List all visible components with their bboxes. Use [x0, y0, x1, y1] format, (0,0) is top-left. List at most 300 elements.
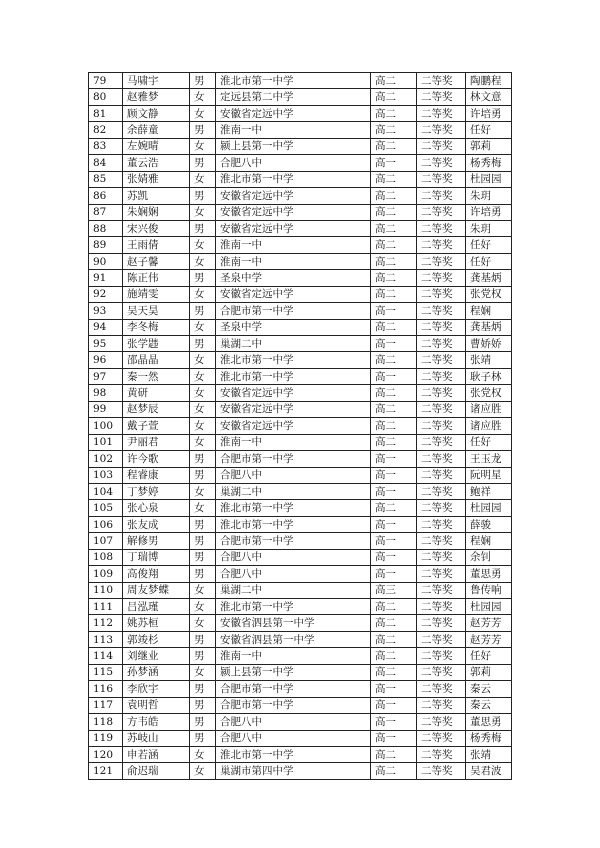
school-name: 合肥市第一中学 [216, 533, 371, 549]
advisor-name: 许培勇 [466, 105, 512, 121]
school-name: 合肥市第一中学 [216, 681, 371, 697]
student-gender: 男 [190, 714, 216, 730]
row-number: 112 [89, 615, 123, 631]
grade-level: 高二 [371, 89, 417, 105]
school-name: 安徽省定远中学 [216, 286, 371, 302]
student-gender: 男 [190, 155, 216, 171]
row-number: 86 [89, 188, 123, 204]
advisor-name: 余钊 [466, 549, 512, 565]
advisor-name: 张党权 [466, 385, 512, 401]
advisor-name: 王玉龙 [466, 451, 512, 467]
table-row [89, 253, 512, 269]
student-gender: 女 [190, 319, 216, 335]
student-gender: 男 [190, 188, 216, 204]
student-name: 吴天昊 [123, 303, 190, 319]
student-gender: 女 [190, 237, 216, 253]
student-gender: 男 [190, 73, 216, 89]
advisor-name: 龚基炳 [466, 319, 512, 335]
student-name: 董云浩 [123, 155, 190, 171]
student-name: 刘继业 [123, 648, 190, 664]
grade-level: 高一 [371, 730, 417, 746]
student-name: 邵晶晶 [123, 352, 190, 368]
school-name: 安徽省定远中学 [216, 220, 371, 236]
table-row [89, 648, 512, 664]
row-number: 113 [89, 631, 123, 647]
advisor-name: 龚基炳 [466, 270, 512, 286]
grade-level: 高二 [371, 237, 417, 253]
student-name: 姚苏桓 [123, 615, 190, 631]
student-name: 俞迟瑞 [123, 763, 190, 779]
award-level: 二等奖 [417, 336, 466, 352]
student-name: 戴子萱 [123, 418, 190, 434]
grade-level: 高二 [371, 73, 417, 89]
grade-level: 高二 [371, 763, 417, 779]
school-name: 安徽省定远中学 [216, 204, 371, 220]
table-row [89, 319, 512, 335]
row-number: 110 [89, 582, 123, 598]
student-gender: 女 [190, 763, 216, 779]
award-level: 二等奖 [417, 89, 466, 105]
grade-level: 高二 [371, 434, 417, 450]
grade-level: 高一 [371, 566, 417, 582]
row-number: 93 [89, 303, 123, 319]
advisor-name: 林文意 [466, 89, 512, 105]
row-number: 117 [89, 697, 123, 713]
advisor-name: 秦云 [466, 697, 512, 713]
table-row [89, 434, 512, 450]
award-level: 二等奖 [417, 368, 466, 384]
student-gender: 女 [190, 599, 216, 615]
student-gender: 女 [190, 483, 216, 499]
grade-level: 高一 [371, 451, 417, 467]
grade-level: 高二 [371, 746, 417, 762]
table-row [89, 204, 512, 220]
school-name: 淮北市第一中学 [216, 516, 371, 532]
table-row [89, 615, 512, 631]
row-number: 116 [89, 681, 123, 697]
row-number: 120 [89, 746, 123, 762]
student-name: 朱娴娴 [123, 204, 190, 220]
advisor-name: 任好 [466, 434, 512, 450]
grade-level: 高二 [371, 122, 417, 138]
row-number: 95 [89, 336, 123, 352]
row-number: 88 [89, 220, 123, 236]
school-name: 合肥市第一中学 [216, 697, 371, 713]
student-name: 黄研 [123, 385, 190, 401]
student-name: 解修男 [123, 533, 190, 549]
award-level: 二等奖 [417, 188, 466, 204]
table-row [89, 763, 512, 779]
student-name: 陈正伟 [123, 270, 190, 286]
school-name: 淮北市第一中学 [216, 171, 371, 187]
row-number: 97 [89, 368, 123, 384]
award-level: 二等奖 [417, 697, 466, 713]
student-gender: 男 [190, 336, 216, 352]
table-row [89, 697, 512, 713]
table-row [89, 746, 512, 762]
row-number: 82 [89, 122, 123, 138]
table-row [89, 385, 512, 401]
grade-level: 高一 [371, 368, 417, 384]
award-level: 二等奖 [417, 746, 466, 762]
grade-level: 高二 [371, 500, 417, 516]
school-name: 圣泉中学 [216, 270, 371, 286]
row-number: 105 [89, 500, 123, 516]
row-number: 114 [89, 648, 123, 664]
student-gender: 女 [190, 664, 216, 680]
student-gender: 女 [190, 615, 216, 631]
award-level: 二等奖 [417, 500, 466, 516]
grade-level: 高二 [371, 270, 417, 286]
student-name: 王雨倩 [123, 237, 190, 253]
row-number: 119 [89, 730, 123, 746]
row-number: 91 [89, 270, 123, 286]
advisor-name: 阮明星 [466, 467, 512, 483]
advisor-name: 郭莉 [466, 664, 512, 680]
school-name: 淮南一中 [216, 434, 371, 450]
table-row [89, 73, 512, 89]
student-name: 周友梦蝶 [123, 582, 190, 598]
row-number: 89 [89, 237, 123, 253]
award-level: 二等奖 [417, 631, 466, 647]
award-level: 二等奖 [417, 648, 466, 664]
school-name: 淮北市第一中学 [216, 352, 371, 368]
advisor-name: 杜园园 [466, 500, 512, 516]
school-name: 圣泉中学 [216, 319, 371, 335]
grade-level: 高二 [371, 286, 417, 302]
table-row [89, 631, 512, 647]
student-name: 申若涵 [123, 746, 190, 762]
award-level: 二等奖 [417, 105, 466, 121]
grade-level: 高二 [371, 401, 417, 417]
advisor-name: 赵芳芳 [466, 615, 512, 631]
advisor-name: 诸应胜 [466, 418, 512, 434]
grade-level: 高二 [371, 319, 417, 335]
student-name: 赵雅梦 [123, 89, 190, 105]
student-gender: 女 [190, 434, 216, 450]
table-row [89, 533, 512, 549]
grade-level: 高二 [371, 352, 417, 368]
grade-level: 高二 [371, 615, 417, 631]
school-name: 巢湖二中 [216, 582, 371, 598]
award-level: 二等奖 [417, 253, 466, 269]
table-row [89, 303, 512, 319]
row-number: 101 [89, 434, 123, 450]
table-row [89, 401, 512, 417]
award-level: 二等奖 [417, 286, 466, 302]
table-row [89, 467, 512, 483]
award-level: 二等奖 [417, 582, 466, 598]
award-level: 二等奖 [417, 237, 466, 253]
student-gender: 女 [190, 286, 216, 302]
student-gender: 女 [190, 105, 216, 121]
student-name: 秦一然 [123, 368, 190, 384]
award-level: 二等奖 [417, 319, 466, 335]
student-name: 余薛童 [123, 122, 190, 138]
row-number: 90 [89, 253, 123, 269]
grade-level: 高一 [371, 155, 417, 171]
grade-level: 高二 [371, 220, 417, 236]
student-gender: 女 [190, 253, 216, 269]
award-level: 二等奖 [417, 73, 466, 89]
student-gender: 女 [190, 582, 216, 598]
award-level: 二等奖 [417, 451, 466, 467]
table-row [89, 599, 512, 615]
table-row [89, 138, 512, 154]
row-number: 84 [89, 155, 123, 171]
award-level: 二等奖 [417, 385, 466, 401]
table-row [89, 483, 512, 499]
advisor-name: 鲍祥 [466, 483, 512, 499]
table-row [89, 188, 512, 204]
table-row [89, 105, 512, 121]
student-gender: 女 [190, 385, 216, 401]
advisor-name: 程娴 [466, 533, 512, 549]
advisor-name: 张靖 [466, 746, 512, 762]
award-level: 二等奖 [417, 220, 466, 236]
award-level: 二等奖 [417, 418, 466, 434]
advisor-name: 董思勇 [466, 566, 512, 582]
table-row [89, 155, 512, 171]
award-level: 二等奖 [417, 303, 466, 319]
row-number: 99 [89, 401, 123, 417]
grade-level: 高一 [371, 533, 417, 549]
student-gender: 女 [190, 401, 216, 417]
student-gender: 女 [190, 500, 216, 516]
grade-level: 高一 [371, 516, 417, 532]
table-row [89, 237, 512, 253]
school-name: 颍上县第一中学 [216, 664, 371, 680]
school-name: 巢湖市第四中学 [216, 763, 371, 779]
grade-level: 高二 [371, 204, 417, 220]
school-name: 合肥市第一中学 [216, 451, 371, 467]
row-number: 81 [89, 105, 123, 121]
school-name: 淮南一中 [216, 122, 371, 138]
advisor-name: 朱玥 [466, 220, 512, 236]
award-level: 二等奖 [417, 138, 466, 154]
student-name: 张友成 [123, 516, 190, 532]
student-gender: 女 [190, 89, 216, 105]
advisor-name: 曹娇娇 [466, 336, 512, 352]
student-name: 张心泉 [123, 500, 190, 516]
grade-level: 高二 [371, 664, 417, 680]
advisor-name: 鲁传响 [466, 582, 512, 598]
row-number: 118 [89, 714, 123, 730]
grade-level: 高二 [371, 599, 417, 615]
grade-level: 高一 [371, 303, 417, 319]
table-row [89, 714, 512, 730]
advisor-name: 张党权 [466, 286, 512, 302]
row-number: 87 [89, 204, 123, 220]
row-number: 100 [89, 418, 123, 434]
student-gender: 男 [190, 697, 216, 713]
student-gender: 男 [190, 220, 216, 236]
table-row [89, 418, 512, 434]
student-gender: 男 [190, 648, 216, 664]
table-row [89, 582, 512, 598]
award-level: 二等奖 [417, 664, 466, 680]
grade-level: 高一 [371, 714, 417, 730]
school-name: 淮南一中 [216, 253, 371, 269]
award-level: 二等奖 [417, 467, 466, 483]
award-level: 二等奖 [417, 204, 466, 220]
school-name: 淮南一中 [216, 237, 371, 253]
row-number: 102 [89, 451, 123, 467]
grade-level: 高二 [371, 138, 417, 154]
row-number: 103 [89, 467, 123, 483]
award-level: 二等奖 [417, 171, 466, 187]
grade-level: 高二 [371, 648, 417, 664]
student-name: 孙梦涵 [123, 664, 190, 680]
grade-level: 高一 [371, 549, 417, 565]
student-gender: 女 [190, 352, 216, 368]
table-row [89, 549, 512, 565]
school-name: 合肥八中 [216, 566, 371, 582]
row-number: 92 [89, 286, 123, 302]
student-name: 张婧雅 [123, 171, 190, 187]
award-level: 二等奖 [417, 401, 466, 417]
advisor-name: 杜园园 [466, 171, 512, 187]
row-number: 80 [89, 89, 123, 105]
award-level: 二等奖 [417, 714, 466, 730]
advisor-name: 吴君波 [466, 763, 512, 779]
school-name: 巢湖二中 [216, 483, 371, 499]
award-level: 二等奖 [417, 352, 466, 368]
advisor-name: 董思勇 [466, 714, 512, 730]
award-level: 二等奖 [417, 122, 466, 138]
student-gender: 男 [190, 549, 216, 565]
school-name: 安徽省定远中学 [216, 401, 371, 417]
grade-level: 高二 [371, 385, 417, 401]
award-level: 二等奖 [417, 615, 466, 631]
student-gender: 男 [190, 516, 216, 532]
student-name: 吕泓瑾 [123, 599, 190, 615]
row-number: 96 [89, 352, 123, 368]
advisor-name: 杨秀梅 [466, 730, 512, 746]
advisor-name: 秦云 [466, 681, 512, 697]
advisor-name: 任好 [466, 648, 512, 664]
award-level: 二等奖 [417, 763, 466, 779]
table-row [89, 270, 512, 286]
table-row [89, 730, 512, 746]
grade-level: 高二 [371, 631, 417, 647]
grade-level: 高一 [371, 467, 417, 483]
student-name: 许今歌 [123, 451, 190, 467]
school-name: 淮北市第一中学 [216, 368, 371, 384]
student-name: 顾文静 [123, 105, 190, 121]
student-gender: 女 [190, 138, 216, 154]
grade-level: 高二 [371, 418, 417, 434]
student-gender: 女 [190, 368, 216, 384]
student-name: 赵梦辰 [123, 401, 190, 417]
student-gender: 男 [190, 533, 216, 549]
student-name: 张学韪 [123, 336, 190, 352]
grade-level: 高二 [371, 188, 417, 204]
student-gender: 男 [190, 467, 216, 483]
school-name: 淮北市第一中学 [216, 73, 371, 89]
school-name: 巢湖二中 [216, 336, 371, 352]
advisor-name: 任好 [466, 122, 512, 138]
table-row [89, 220, 512, 236]
advisor-name: 许培勇 [466, 204, 512, 220]
grade-level: 高一 [371, 697, 417, 713]
student-gender: 男 [190, 730, 216, 746]
table-row [89, 336, 512, 352]
student-name: 施靖雯 [123, 286, 190, 302]
student-gender: 女 [190, 418, 216, 434]
row-number: 108 [89, 549, 123, 565]
row-number: 109 [89, 566, 123, 582]
student-gender: 男 [190, 270, 216, 286]
student-gender: 男 [190, 122, 216, 138]
table-row [89, 368, 512, 384]
student-gender: 男 [190, 303, 216, 319]
student-gender: 男 [190, 681, 216, 697]
grade-level: 高一 [371, 681, 417, 697]
school-name: 合肥八中 [216, 155, 371, 171]
school-name: 淮北市第一中学 [216, 599, 371, 615]
school-name: 安徽省泗县第一中学 [216, 631, 371, 647]
row-number: 107 [89, 533, 123, 549]
advisor-name: 耿子林 [466, 368, 512, 384]
student-gender: 女 [190, 746, 216, 762]
advisor-name: 郭莉 [466, 138, 512, 154]
advisor-name: 杨秀梅 [466, 155, 512, 171]
advisor-name: 杜园园 [466, 599, 512, 615]
student-name: 袁明哲 [123, 697, 190, 713]
row-number: 106 [89, 516, 123, 532]
row-number: 85 [89, 171, 123, 187]
award-level: 二等奖 [417, 434, 466, 450]
grade-level: 高二 [371, 253, 417, 269]
row-number: 98 [89, 385, 123, 401]
school-name: 安徽省定远中学 [216, 188, 371, 204]
advisor-name: 任好 [466, 237, 512, 253]
advisor-name: 薛骏 [466, 516, 512, 532]
row-number: 121 [89, 763, 123, 779]
table-row [89, 171, 512, 187]
student-name: 郭竣杉 [123, 631, 190, 647]
award-level: 二等奖 [417, 516, 466, 532]
student-name: 方韦皓 [123, 714, 190, 730]
award-table [88, 72, 512, 780]
student-gender: 女 [190, 204, 216, 220]
student-name: 苏岐山 [123, 730, 190, 746]
table-row [89, 566, 512, 582]
student-name: 丁瑞博 [123, 549, 190, 565]
student-gender: 女 [190, 171, 216, 187]
row-number: 79 [89, 73, 123, 89]
school-name: 合肥市第一中学 [216, 303, 371, 319]
school-name: 安徽省泗县第一中学 [216, 615, 371, 631]
school-name: 颍上县第一中学 [216, 138, 371, 154]
table-row [89, 122, 512, 138]
table-row [89, 286, 512, 302]
advisor-name: 诸应胜 [466, 401, 512, 417]
school-name: 定远县第二中学 [216, 89, 371, 105]
advisor-name: 陶鹏程 [466, 73, 512, 89]
student-gender: 男 [190, 451, 216, 467]
school-name: 合肥八中 [216, 467, 371, 483]
award-level: 二等奖 [417, 270, 466, 286]
school-name: 合肥八中 [216, 549, 371, 565]
school-name: 安徽省定远中学 [216, 105, 371, 121]
advisor-name: 赵芳芳 [466, 631, 512, 647]
student-name: 宋兴俊 [123, 220, 190, 236]
student-name: 赵子馨 [123, 253, 190, 269]
award-level: 二等奖 [417, 155, 466, 171]
student-name: 李冬梅 [123, 319, 190, 335]
